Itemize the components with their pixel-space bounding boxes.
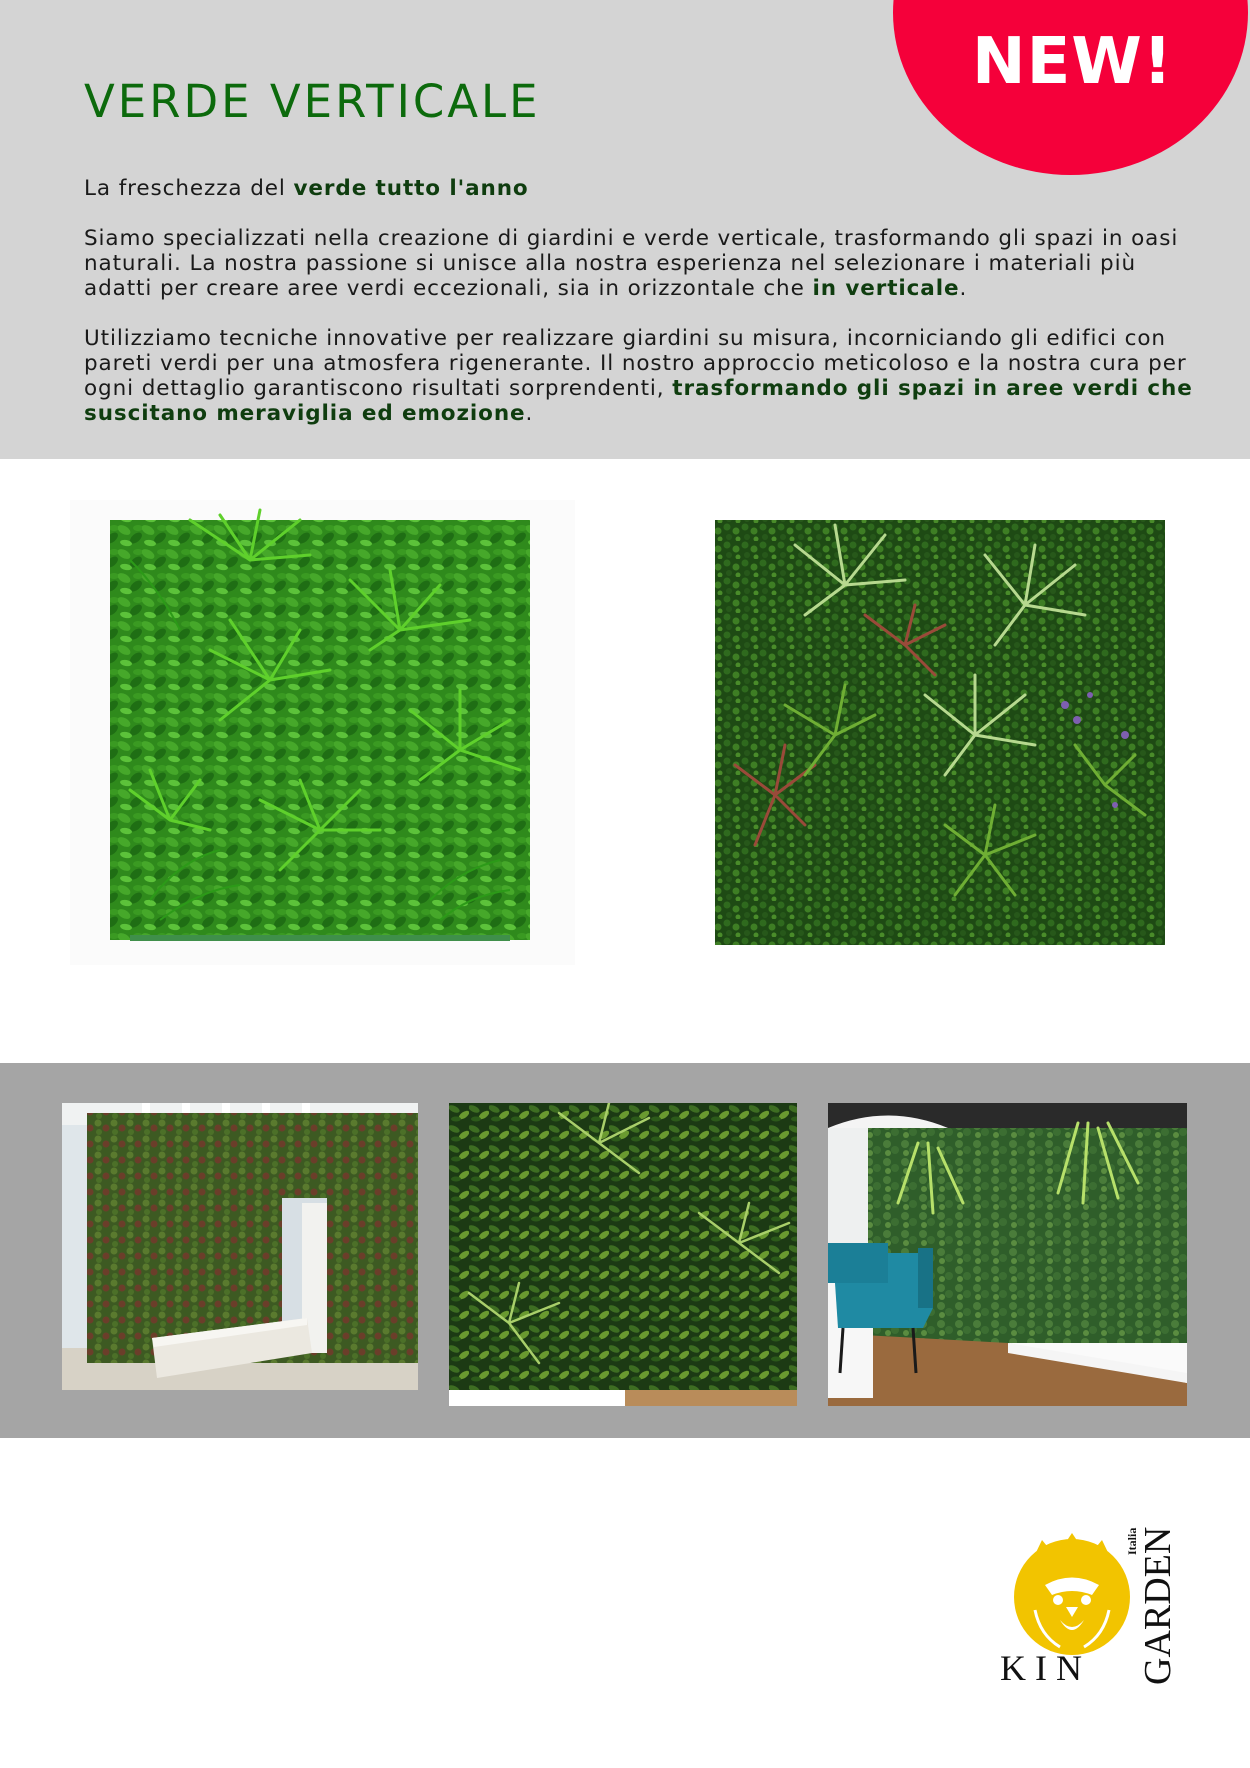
- logo-word-italia: Italia: [1125, 1527, 1139, 1555]
- lion-head-icon: [1014, 1533, 1130, 1655]
- approach-paragraph: [84, 326, 1194, 426]
- logo-word-garden: GARDEN: [1137, 1526, 1179, 1685]
- kingarden-logo: [1000, 1525, 1200, 1695]
- page-title: VERDE VERTICALE: [84, 75, 541, 128]
- tagline-bold: verde tutto l'anno: [293, 176, 529, 201]
- new-badge-label: NEW!: [972, 25, 1174, 99]
- intro-paragraph-end: .: [959, 276, 968, 301]
- header-band: [0, 0, 1250, 459]
- approach-paragraph-end: .: [525, 401, 534, 426]
- intro-paragraph-bold: in verticale: [812, 276, 960, 301]
- tagline-text: La freschezza del: [84, 176, 294, 201]
- approach-paragraph-text: Utilizziamo tecniche innovative per realizzare giardini su misura, incorniciando gli edifici con pareti verdi per una atmosfera rigenerante. Il nostro approccio meticoloso e la nostra cura per ogni dettaglio garantiscono risultati sorprendenti,: [84, 326, 1187, 401]
- gallery-image-outdoor-wall: [62, 1103, 418, 1390]
- approach-paragraph-bold: trasformando gli spazi in aree verdi che suscitano meraviglia ed emozione: [84, 376, 1193, 426]
- product-image-dark-green-wall: [705, 505, 1185, 955]
- intro-paragraph: [84, 226, 1194, 301]
- gallery-image-interior-wall: [828, 1103, 1187, 1406]
- intro-paragraph-text: Siamo specializzati nella creazione di giardini e verde verticale, trasformando gli spazi in oasi naturali. La nostra passione si unisce alla nostra esperienza nel selezionare i materiali più adatti per creare aree verdi eccezionali, sia in orizzontale che: [84, 226, 1179, 301]
- tagline: [84, 176, 1194, 201]
- gallery-image-lush-wall-closeup: [449, 1103, 797, 1406]
- logo-word-kin: K I N: [1000, 1648, 1082, 1688]
- product-image-bright-green-wall: [70, 500, 575, 965]
